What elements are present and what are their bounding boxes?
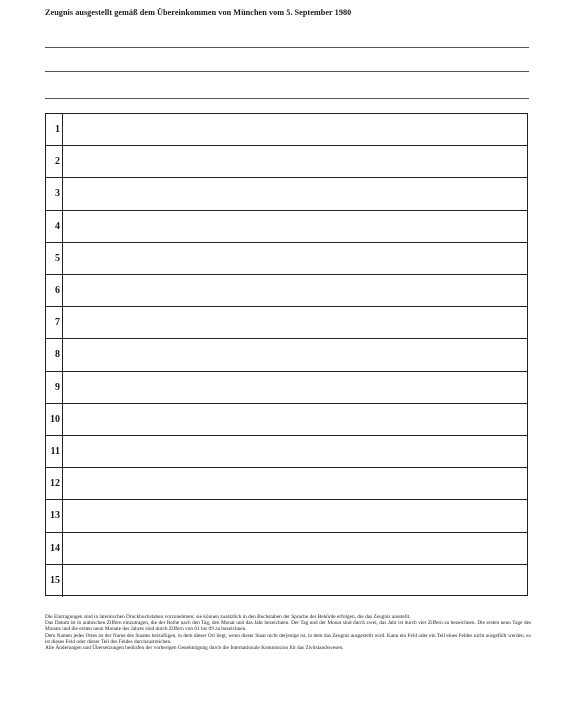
form-row <box>46 307 527 339</box>
form-row <box>46 436 527 468</box>
row-field[interactable] <box>63 211 527 242</box>
row-field[interactable] <box>63 178 527 209</box>
row-number: 12 <box>46 468 63 499</box>
row-number: 4 <box>46 211 63 242</box>
row-number: 13 <box>46 500 63 531</box>
row-number: 10 <box>46 404 63 435</box>
row-field[interactable] <box>63 533 527 564</box>
row-number: 1 <box>46 114 63 145</box>
blank-line-1[interactable] <box>45 47 529 48</box>
row-number: 3 <box>46 178 63 209</box>
blank-line-2[interactable] <box>45 71 529 72</box>
form-row <box>46 404 527 436</box>
row-field[interactable] <box>63 146 527 177</box>
row-field[interactable] <box>63 500 527 531</box>
row-number: 11 <box>46 436 63 467</box>
row-field[interactable] <box>63 372 527 403</box>
row-field[interactable] <box>63 243 527 274</box>
form-row <box>46 500 527 532</box>
row-field[interactable] <box>63 307 527 338</box>
form-row <box>46 211 527 243</box>
row-field[interactable] <box>63 436 527 467</box>
blank-line-3[interactable] <box>45 98 529 99</box>
form-grid <box>45 113 528 596</box>
footnotes <box>45 614 531 651</box>
form-row <box>46 178 527 210</box>
form-row <box>46 339 527 371</box>
row-field[interactable] <box>63 404 527 435</box>
footnote-paragraph: Die Eintragungen sind in lateinischen Druckbuchstaben vorzunehmen; sie können zusätzlich in den Buchstaben der Sprache der Behörde erfolgen, die das Zeugnis ausstellt. <box>45 614 411 620</box>
form-row <box>46 243 527 275</box>
footnote-paragraph: Dem Namen jedes Ortes ist der Name des Staates beizufügen, in dem dieser Ort liegt, wenn dieser Staat nicht derjenige ist, in dem das Zeugnis ausgestellt wird. Kann ein Feld oder ein Teil eines Feldes nicht ausgefüllt werden, so ist dieses Feld oder dieser Teil des Feldes durchzustreichen. <box>45 632 531 645</box>
form-row <box>46 275 527 307</box>
row-field[interactable] <box>63 114 527 145</box>
row-field[interactable] <box>63 468 527 499</box>
footnote-paragraph: Alle Änderungen und Übersetzungen bedürfen der vorherigen Genehmigung durch die Internationale Kommission für das Zivilstandswesen. <box>45 645 344 652</box>
footnote-paragraph: Das Datum ist in arabischen Ziffern einzutragen, die der Reihe nach den Tag, den Monat und das Jahr bezeichnen. Der Tag und der Monat sind durch zwei, das Jahr ist durch vier Ziffern zu bezeichnen. Die ersten neun Tage des Monats und die ersten neun Monate des Jahres sind durch Ziffern von 01 bis 09 zu bezeichnen. <box>45 620 531 633</box>
row-number: 2 <box>46 146 63 177</box>
row-number: 14 <box>46 533 63 564</box>
row-number: 15 <box>46 565 63 597</box>
form-row <box>46 146 527 178</box>
row-field[interactable] <box>63 275 527 306</box>
row-number: 7 <box>46 307 63 338</box>
form-row <box>46 372 527 404</box>
row-number: 9 <box>46 372 63 403</box>
row-number: 8 <box>46 339 63 370</box>
row-field[interactable] <box>63 339 527 370</box>
form-row <box>46 533 527 565</box>
row-number: 6 <box>46 275 63 306</box>
form-row <box>46 468 527 500</box>
row-field[interactable] <box>63 565 527 597</box>
row-number: 5 <box>46 243 63 274</box>
document-title: Zeugnis ausgestellt gemäß dem Übereinkommen von München vom 5. September 1980 <box>45 8 352 17</box>
form-row <box>46 114 527 146</box>
form-row <box>46 565 527 597</box>
